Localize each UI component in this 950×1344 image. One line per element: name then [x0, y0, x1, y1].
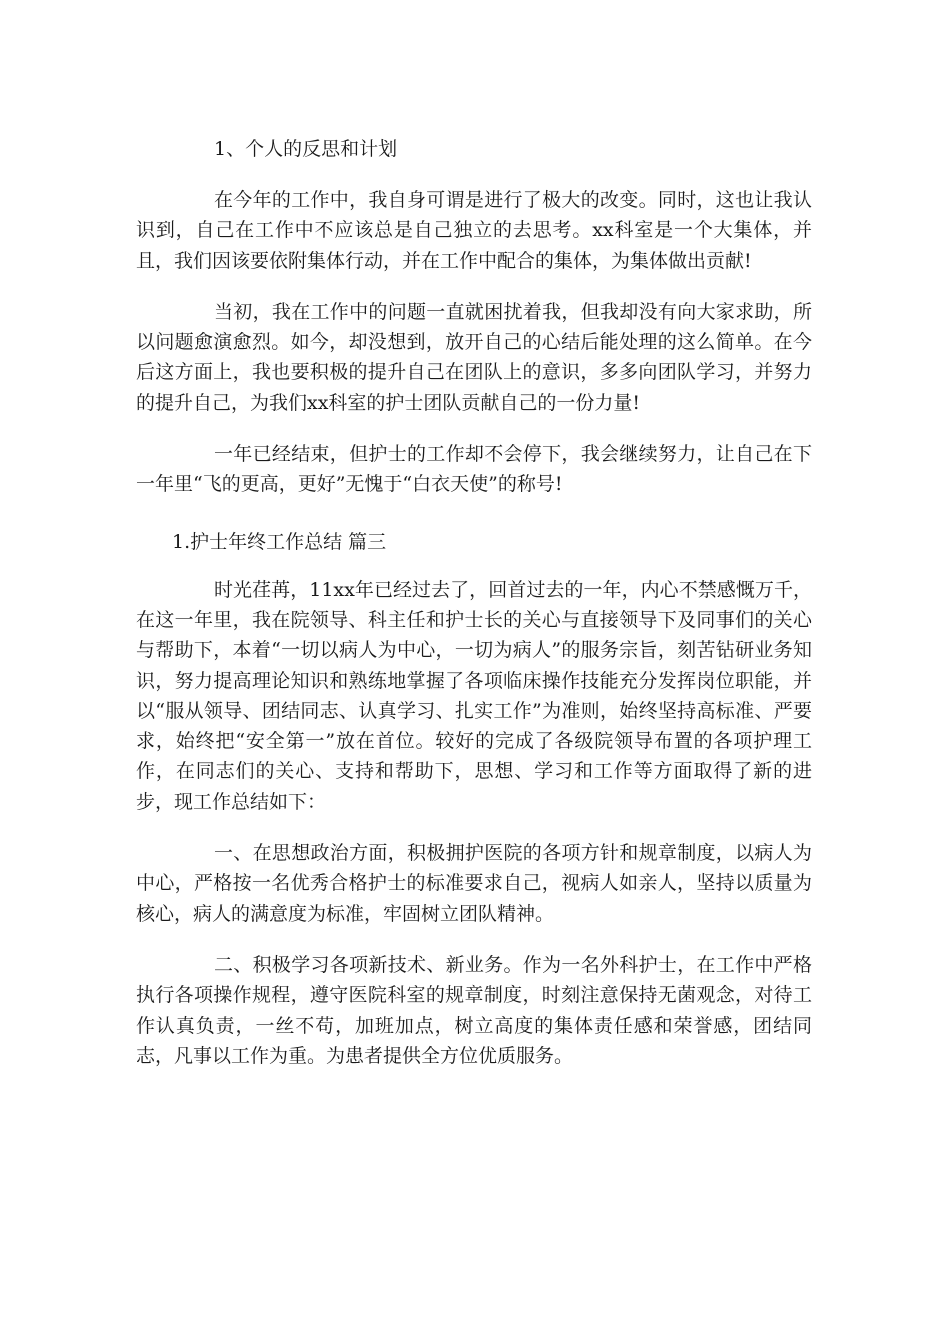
paragraph-3: 一年已经结束，但护士的工作却不会停下，我会继续努力，让自己在下一年里“飞的更高，更好”无愧于“白衣天使”的称号! [136, 443, 812, 496]
paragraph-6: 二、积极学习各项新技术、新业务。作为一名外科护士，在工作中严格执行各项操作规程，遵守医院科室的规章制度，时刻注意保持无菌观念，对待工作认真负责，一丝不苟，加班加点，树立高度的集体责任感和荣誉感，团结同志，凡事以工作为重。为患者提供全方位优质服务。 [136, 953, 812, 1067]
paragraph-4: 时光荏苒，11xx年已经过去了，回首过去的一年，内心不禁感慨万千，在这一年里，我在院领导、科主任和护士长的关心与直接领导下及同事们的关心与帮助下，本着“一切以病人为中心，一切为病人”的服务宗旨，刻苦钻研业务知识，努力提高理论知识和熟练地掌握了各项临床操作技能充分发挥岗位职能，并以“服从领导、团结同志、认真学习、扎实工作”为准则，始终坚持高标准、严要求，始终把“安全第一”放在首位。较好的完成了各级院领导布置的各项护理工作，在同志们的关心、支持和帮助下，思想、学习和工作等方面取得了新的进步，现工作总结如下： [136, 578, 812, 813]
paragraph-1: 在今年的工作中，我自身可谓是进行了极大的改变。同时，这也让我认识到，自己在工作中不应该总是自己独立的去思考。xx科室是一个大集体，并且，我们因该要依附集体行动，并在工作中配合的集体，为集体做出贡献! [136, 189, 812, 272]
document-body [136, 134, 812, 1092]
paragraph-2: 当初，我在工作中的问题一直就困扰着我，但我却没有向大家求助，所以问题愈演愈烈。如今，却没想到，放开自己的心结后能处理的这么简单。在今后这方面上，我也要积极的提升自己在团队上的意识，多多向团队学习，并努力的提升自己，为我们xx科室的护士团队贡献自己的一份力量! [136, 300, 812, 414]
section-heading-reflection: 1、个人的反思和计划 [214, 138, 398, 160]
section-heading-summary-3: 1.护士年终工作总结 篇三 [172, 530, 387, 553]
paragraph-5: 一、在思想政治方面，积极拥护医院的各项方针和规章制度，以病人为中心，严格按一名优秀合格护士的标准要求自己，视病人如亲人，坚持以质量为核心，病人的满意度为标准，牢固树立团队精神。 [136, 842, 812, 925]
